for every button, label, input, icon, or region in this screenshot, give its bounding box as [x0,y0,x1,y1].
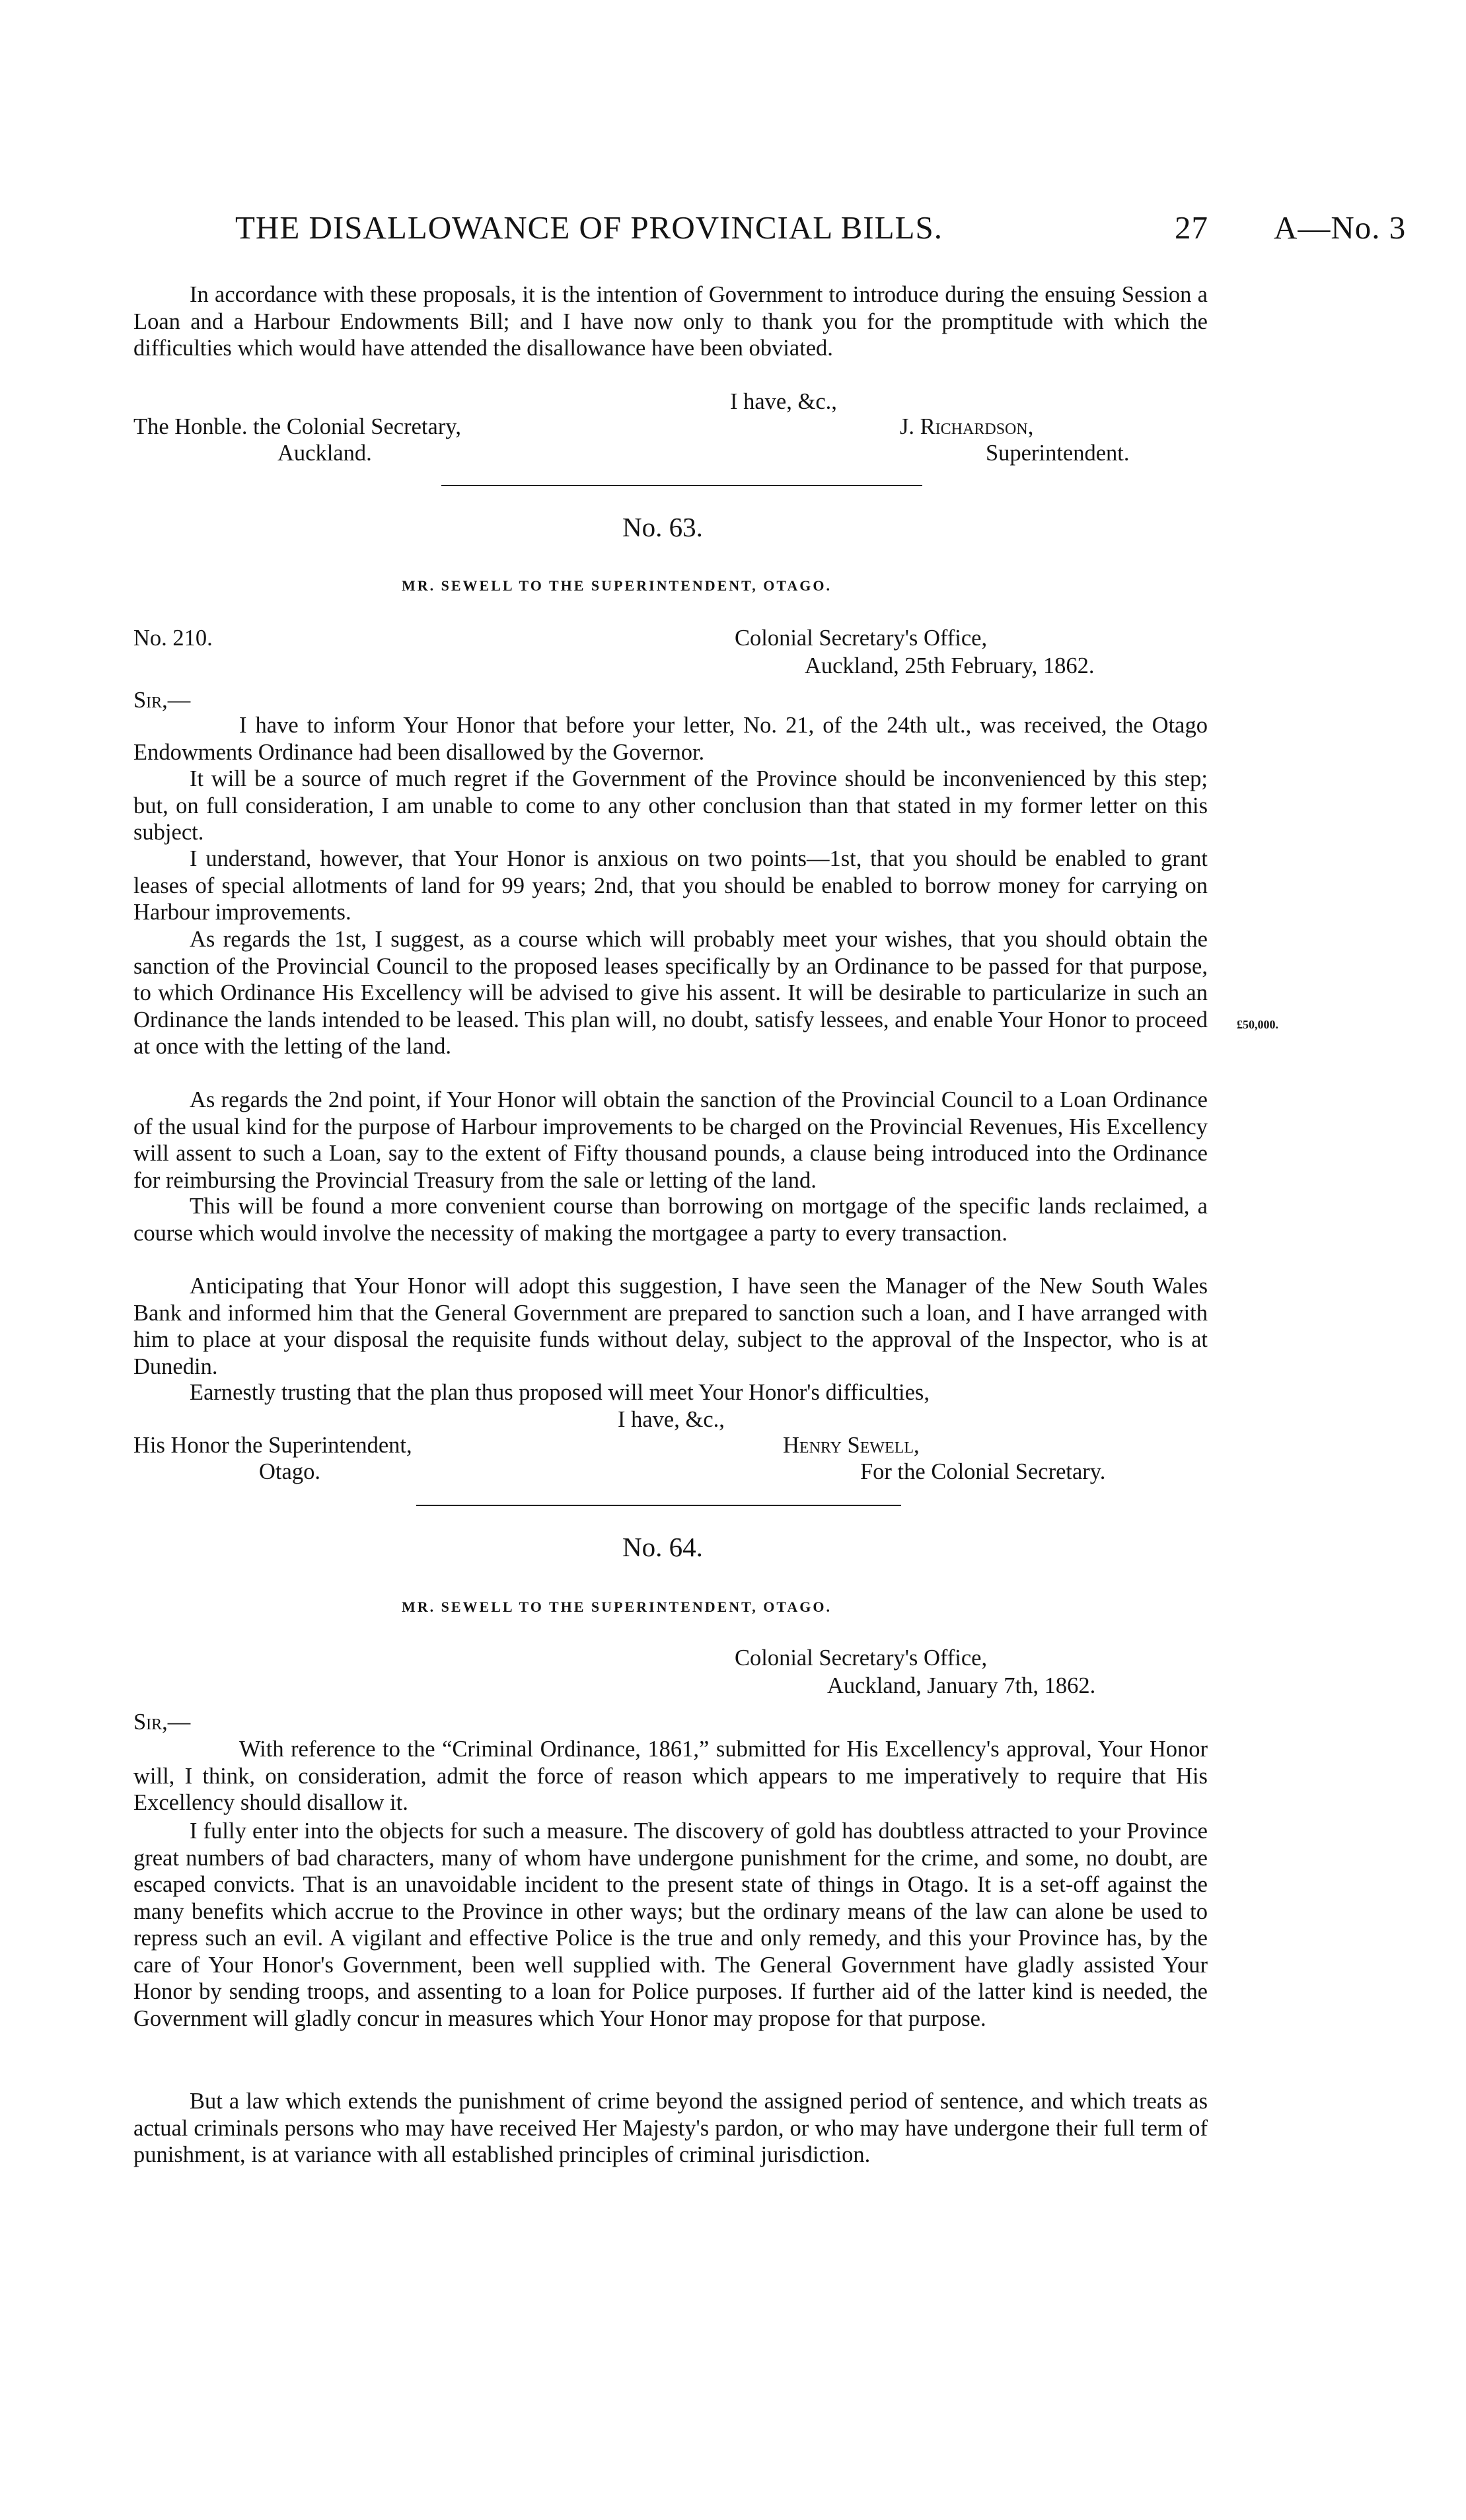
divider-rule [441,485,922,486]
letter-63-signature-title: For the Colonial Secretary. [860,1459,1106,1484]
letter-63-addressee: His Honor the Superintendent, [133,1433,412,1458]
letter-64-paragraph-3: But a law which extends the punishment of crime beyond the assigned period of sentence, and which treats as actual criminals persons who may have received Her Majesty's pardon, or who may have undergone their full term of punishment, is at variance with all established principles of criminal jurisdiction. [133,2089,1208,2167]
letter-64-salutation: Sir,— [133,1710,191,1735]
letter-63-paragraph-7: Anticipating that Your Honor will adopt this suggestion, I have seen the Manager of the New South Wales Bank and informed him that the General Government are prepared to sanction such a loan, and I have arranged with him to place at your disposal the requisite funds without delay, subject to the approval of the Inspector, who is at Dunedin. [133,1274,1208,1379]
letter-64-number: No. 64. [622,1532,703,1562]
prev-letter-signature: J. Richardson, [900,414,1034,439]
letter-64-place-date: Auckland, January 7th, 1862. [827,1673,1096,1698]
prev-letter-addressee: The Honble. the Colonial Secretary, [133,414,461,439]
prev-letter-closing: I have, &c., [730,389,837,414]
letter-63-addressee-place: Otago. [259,1459,320,1484]
divider-rule [416,1505,901,1506]
margin-note: £50,000. [1237,1018,1278,1031]
prev-letter-signature-title: Superintendent. [986,441,1130,466]
letter-63-paragraph-5: As regards the 2nd point, if Your Honor will obtain the sanction of the Provincial Council to a Loan Ordinance of the usual kind for the purpose of Harbour improvements to be charged on the Provincial Revenues, His Excellency will assent to such a Loan, say to the extent of Fifty thousand pounds, a clause being introduced into the Ordinance for reimbursing the Provincial Treasury from the sale or letting of the land. [133,1087,1208,1193]
prev-letter-addressee-place: Auckland. [277,441,372,466]
paper-reference: A—No. 3 [1274,209,1407,246]
letter-63-closing: I have, &c., [618,1407,725,1432]
letter-63-paragraph-3: I understand, however, that Your Honor is anxious on two points—1st, that you should be enabled to grant leases of special allotments of land for 99 years; 2nd, that you should be enabled to borrow money for carrying on Harbour improvements. [133,846,1208,925]
letter-63-paragraph-2: It will be a source of much regret if the Government of the Province should be inconvenienced by this step; but, on full consideration, I am unable to come to any other conclusion than that stated in my former letter on this subject. [133,766,1208,845]
running-title: THE DISALLOWANCE OF PROVINCIAL BILLS. [235,209,943,246]
letter-63-signature: Henry Sewell, [783,1433,920,1458]
letter-64-caption: MR. SEWELL TO THE SUPERINTENDENT, OTAGO. [402,1599,832,1615]
letter-63-paragraph-6: This will be found a more convenient course than borrowing on mortgage of the specific lands reclaimed, a course which would involve the necessity of making the mortgagee a party to every transaction. [133,1194,1208,1246]
letter-64-office: Colonial Secretary's Office, [735,1645,988,1671]
letter-63-paragraph-8: Earnestly trusting that the plan thus proposed will meet Your Honor's difficulties, [190,1380,930,1405]
letter-63-office: Colonial Secretary's Office, [735,626,988,651]
page-number: 27 [1175,209,1208,246]
prev-letter-paragraph: In accordance with these proposals, it is the intention of Government to introduce during the ensuing Session a Loan and a Harbour Endowments Bill; and I have now only to thank you for the promptitude with which the difficulties which would have attended the disallowance have been obviated. [133,282,1208,361]
letter-63-salutation: Sir,— [133,688,191,713]
letter-63-caption: MR. SEWELL TO THE SUPERINTENDENT, OTAGO. [402,577,832,594]
letter-64-paragraph-1: With reference to the “Criminal Ordinance, 1861,” submitted for His Excellency's approval, Your Honor will, I think, on consideration, admit the force of reason which appears to me imperatively to require that His Excellency should disallow it. [133,1737,1208,1815]
letter-63-paragraph-4: As regards the 1st, I suggest, as a course which will probably meet your wishes, that you should obtain the sanction of the Provincial Council to the proposed leases specifically by an Ordinance to be passed for that purpose, to which Ordinance His Excellency will be advised to give his assent. It will be desirable to particularize in such an Ordinance the lands intended to be leased. This plan will, no doubt, satisfy lessees, and enable Your Honor to proceed at once with the letting of the land. [133,927,1208,1059]
letter-63-place-date: Auckland, 25th February, 1862. [805,653,1095,678]
letter-63-paragraph-1: I have to inform Your Honor that before your letter, No. 21, of the 24th ult., was received, the Otago Endowments Ordinance had been disallowed by the Governor. [133,713,1208,765]
letter-63-ref: No. 210. [133,626,213,651]
letter-64-paragraph-2: I fully enter into the objects for such a measure. The discovery of gold has doubtless attracted to your Province great numbers of bad characters, many of whom have undergone punishment for the crime, and some, no doubt, are escaped convicts. That is an unavoidable incident to the present state of things in Otago. It is a set-off against the many benefits which accrue to the Province in other ways; but the ordinary means of the law can alone be used to repress such an evil. A vigilant and effective Police is the true and only remedy, and this your Province has, by the care of Your Honor's Government, been well supplied with. The General Government have gladly assisted Your Honor by sending troops, and assenting to a loan for Police purposes. If further aid of the latter kind is needed, the Government will gladly concur in measures which Your Honor may propose for that purpose. [133,1818,1208,2031]
letter-63-number: No. 63. [622,512,703,542]
